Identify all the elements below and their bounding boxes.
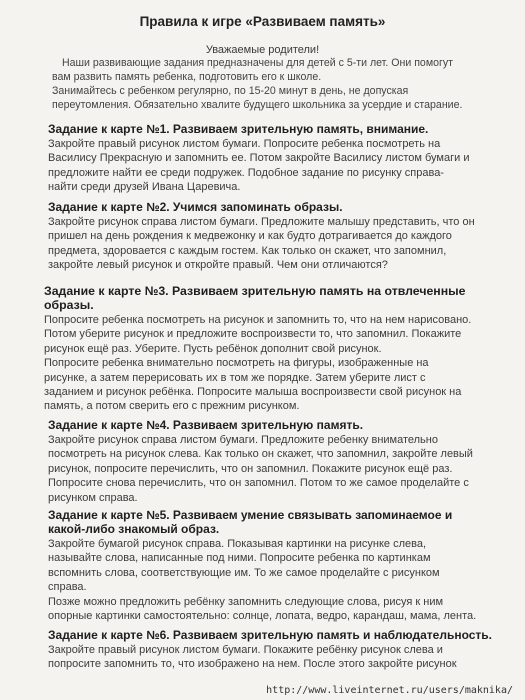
task-line: Попросите ребенка посмотреть на рисунок и запомнить то, что на нем нарисовано. <box>44 314 472 326</box>
task-line: предложите найти ее среди подружек. Подобное задание по рисунку справа- <box>48 166 444 179</box>
intro-line: вам развить память ребенка, подготовить его к школе. <box>52 71 322 83</box>
task-body <box>48 215 500 273</box>
task-section-3 <box>44 284 496 414</box>
task-body <box>44 313 496 414</box>
task-line: предмета, здоровается с каждым гостем. Как только он скажет, что запомнил, <box>48 244 447 257</box>
task-line: найти среди друзей Ивана Царевича. <box>48 181 241 194</box>
greeting: Уважаемые родители! <box>205 44 320 56</box>
task-heading <box>48 508 500 536</box>
task-line: память, а потом сверить его с прежним рисунком. <box>44 400 300 413</box>
source-url: http://www.liveinternet.ru/users/maknika/ <box>266 685 513 696</box>
task-heading-line: Задание к карте №3. Развиваем зрительную память на отвлеченные <box>44 284 466 298</box>
task-heading-line: Задание к карте №5. Развиваем умение связывать запоминаемое и <box>48 508 453 522</box>
task-line: закройте левый рисунок и откройте правый. Чем они отличаются? <box>48 259 388 272</box>
task-heading: Задание к карте №2. Учимся запоминать образы. <box>48 200 343 214</box>
task-heading-line: какой-либо знакомый образ. <box>48 522 220 536</box>
page-title: Правила к игре «Развиваем память» <box>139 14 386 29</box>
task-section-2 <box>48 200 500 273</box>
task-heading: Задание к карте №4. Развиваем зрительную память. <box>48 418 364 432</box>
task-section-4 <box>48 418 500 505</box>
task-line: Закройте рисунок справа листом бумаги. Предложите ребенку внимательно <box>48 434 438 446</box>
task-line: Потом уберите рисунок и предложите воспроизвести то, что запомнил. Покажите <box>44 328 462 341</box>
task-line: рисунок, попросите перечислить, что он запомнил. Покажите рисунок ещё раз. <box>48 462 453 475</box>
task-line: рисунок ещё раз. Уберите. Пусть ребёнок дополнит свой рисунок. <box>44 342 382 355</box>
task-line: рисунке, а затем перерисовать их в том же порядке. Затем уберите лист с <box>44 371 426 384</box>
task-section-6 <box>48 628 500 672</box>
task-line: рисунком справа. <box>48 491 138 504</box>
task-line: Позже можно предложить ребёнку запомнить следующие слова, рисуя к ним <box>48 595 444 608</box>
task-line: Попросите снова перечислить, что он запомнил. Потом то же самое проделайте с <box>48 477 469 490</box>
task-line: посмотреть на рисунок слева. Как только он скажет, что запомнил, закройте левый <box>48 448 473 461</box>
intro-line: Наши развивающие задания предназначены для детей с 5-ти лет. Они помогут <box>62 57 454 69</box>
task-line: Закройте правый рисунок листом бумаги. Покажите ребёнку рисунок слева и <box>48 644 443 656</box>
task-heading <box>44 284 496 312</box>
task-heading-line: образы. <box>44 298 94 312</box>
task-line: Василису Прекрасную и запомнить ее. Потом закройте Василису листом бумаги и <box>48 152 470 165</box>
intro-line: переутомления. Обязательно хвалите будущего школьника за усердие и старание. <box>52 99 463 111</box>
task-heading: Задание к карте №1. Развиваем зрительную память, внимание. <box>48 122 429 136</box>
task-line: пришел на день рождения к медвежонку и как будто дотрагивается до каждого <box>48 230 452 243</box>
task-heading: Задание к карте №6. Развиваем зрительную память и наблюдательность. <box>48 628 493 642</box>
task-line: называйте слова, написанные под ними. Попросите ребенка по картинкам <box>48 552 431 565</box>
intro-paragraph <box>52 56 492 112</box>
task-line: заданием и рисунок ребёнка. Попросите малыша воспроизвести свой рисунок на <box>44 386 462 399</box>
task-line: опорные картинки самостоятельно: солнце, лопата, ведро, карандаш, мама, лента. <box>48 610 477 623</box>
task-line: вспомнить слова, соответствующие им. То же самое проделайте с рисунком <box>48 566 440 579</box>
intro-line: Занимайтесь с ребенком регулярно, по 15-20 минут в день, не допуская <box>52 85 409 97</box>
task-section-1 <box>48 122 500 195</box>
task-section-5 <box>48 508 500 623</box>
task-line: Закройте бумагой рисунок справа. Показывая картинки на рисунке слева, <box>48 538 427 550</box>
task-line: Закройте правый рисунок листом бумаги. Попросите ребенка посмотреть на <box>48 138 441 150</box>
task-body <box>48 537 500 623</box>
task-line: Попросите ребенка внимательно посмотреть на фигуры, изображенные на <box>44 357 429 370</box>
task-line: Закройте рисунок справа листом бумаги. Предложите малышу представить, что он <box>48 216 475 228</box>
task-line: попросите запомнить то, что изображено на нем. После этого закройте рисунок <box>48 658 457 671</box>
task-body <box>48 643 500 672</box>
task-body <box>48 137 500 195</box>
task-line: справа. <box>48 581 87 594</box>
task-body <box>48 433 500 505</box>
